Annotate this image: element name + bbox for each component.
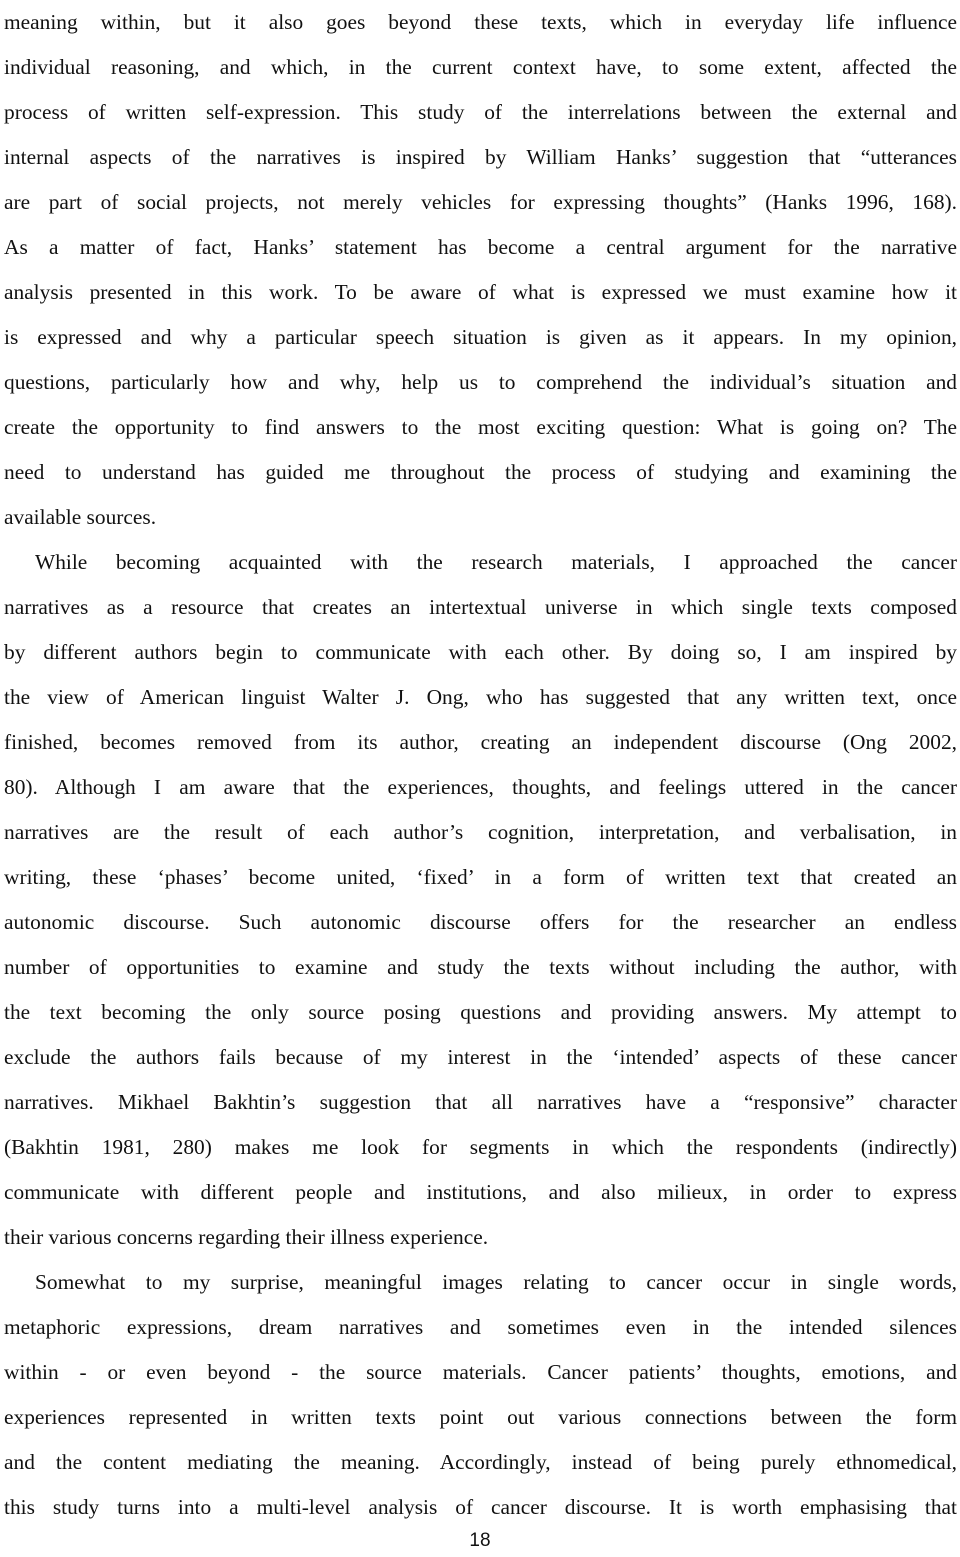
text-line: available sources.: [4, 505, 157, 529]
text-line: narratives. Mikhael Bakhtin’s suggestion that all narratives have a “responsive” character: [4, 1090, 957, 1114]
text-line: autonomic discourse. Such autonomic discourse offers for the researcher an endless: [4, 910, 957, 934]
text-line: number of opportunities to examine and study the texts without including the author, with: [4, 955, 957, 979]
text-line: Somewhat to my surprise, meaningful images relating to cancer occur in single words,: [35, 1270, 957, 1294]
text-line: narratives are the result of each author’s cognition, interpretation, and verbalisation, in: [4, 820, 957, 844]
text-line: process of written self-expression. This study of the interrelations between the external and: [4, 100, 957, 124]
text-line: While becoming acquainted with the research materials, I approached the cancer: [35, 550, 957, 574]
page-number: 18: [469, 1530, 491, 1551]
text-line: metaphoric expressions, dream narratives and sometimes even in the intended silences: [4, 1315, 957, 1339]
text-line: their various concerns regarding their illness experience.: [4, 1225, 489, 1249]
text-line: narratives as a resource that creates an intertextual universe in which single texts composed: [4, 595, 957, 619]
text-line: exclude the authors fails because of my interest in the ‘intended’ aspects of these cancer: [4, 1045, 957, 1069]
text-line: analysis presented in this work. To be aware of what is expressed we must examine how it: [4, 280, 957, 304]
text-line: and the content mediating the meaning. Accordingly, instead of being purely ethnomedical,: [4, 1450, 957, 1474]
text-line: meaning within, but it also goes beyond these texts, which in everyday life influence: [4, 10, 957, 34]
body-text: [4, 0, 957, 1530]
text-line: writing, these ‘phases’ become united, ‘fixed’ in a form of written text that created an: [4, 865, 957, 889]
text-line: need to understand has guided me throughout the process of studying and examining the: [4, 460, 957, 484]
text-line: finished, becomes removed from its author, creating an independent discourse (Ong 2002,: [4, 730, 957, 754]
text-line: experiences represented in written texts point out various connections between the form: [4, 1405, 957, 1429]
text-line: is expressed and why a particular speech situation is given as it appears. In my opinion,: [4, 325, 957, 349]
text-line: 80). Although I am aware that the experiences, thoughts, and feelings uttered in the cancer: [4, 775, 957, 799]
text-line: the text becoming the only source posing questions and providing answers. My attempt to: [4, 1000, 957, 1024]
text-line: within - or even beyond - the source materials. Cancer patients’ thoughts, emotions, and: [4, 1360, 957, 1384]
text-line: create the opportunity to find answers to the most exciting question: What is going on? The: [4, 415, 957, 439]
text-line: individual reasoning, and which, in the current context have, to some extent, affected the: [4, 55, 957, 79]
text-line: the view of American linguist Walter J. Ong, who has suggested that any written text, once: [4, 685, 957, 709]
text-line: by different authors begin to communicate with each other. By doing so, I am inspired by: [4, 640, 957, 664]
text-line: internal aspects of the narratives is inspired by William Hanks’ suggestion that “utterances: [4, 145, 957, 169]
text-line: are part of social projects, not merely vehicles for expressing thoughts” (Hanks 1996, 168).: [4, 190, 957, 214]
text-line: questions, particularly how and why, help us to comprehend the individual’s situation and: [4, 370, 957, 394]
text-line: (Bakhtin 1981, 280) makes me look for segments in which the respondents (indirectly): [4, 1135, 957, 1159]
text-line: As a matter of fact, Hanks’ statement has become a central argument for the narrative: [4, 235, 957, 259]
text-line: communicate with different people and institutions, and also milieux, in order to express: [4, 1180, 957, 1204]
text-line: this study turns into a multi-level analysis of cancer discourse. It is worth emphasising that: [4, 1495, 957, 1519]
